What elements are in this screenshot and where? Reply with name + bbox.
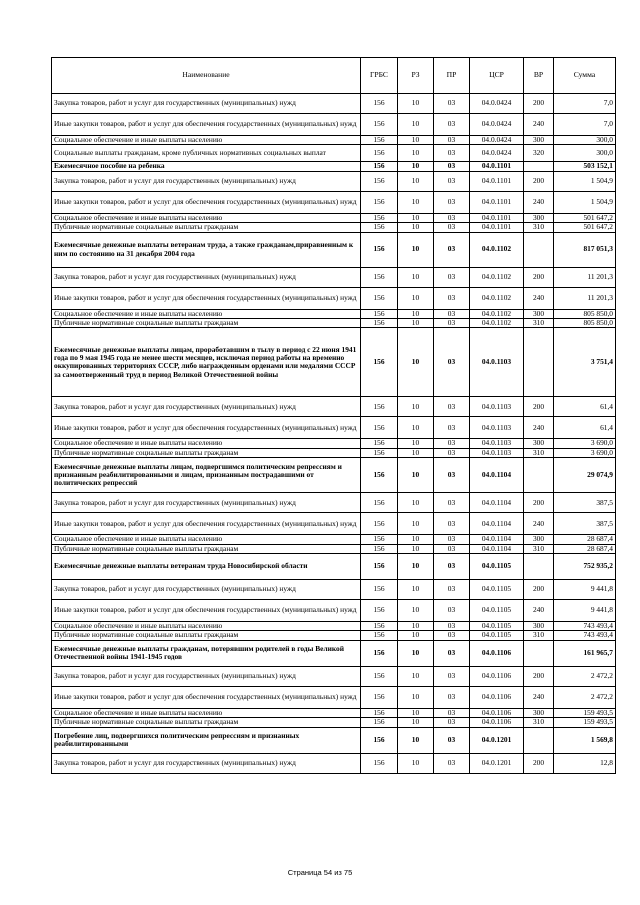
cell-pr: 03 bbox=[434, 287, 470, 309]
cell-name: Закупка товаров, работ и услуг для государственных (муниципальных) нужд bbox=[52, 171, 361, 191]
cell-vr bbox=[524, 328, 554, 397]
cell-sum: 300,0 bbox=[554, 145, 616, 162]
table-row bbox=[52, 328, 616, 397]
table-row bbox=[52, 718, 616, 727]
cell-grbs: 156 bbox=[361, 171, 398, 191]
cell-pr: 03 bbox=[434, 640, 470, 666]
cell-grbs: 156 bbox=[361, 753, 398, 773]
table-row bbox=[52, 171, 616, 191]
cell-rz: 10 bbox=[398, 666, 434, 686]
cell-name: Социальное обеспечение и иные выплаты населению bbox=[52, 213, 361, 222]
cell-csr: 04.0.0424 bbox=[470, 94, 524, 114]
cell-vr: 300 bbox=[524, 708, 554, 717]
cell-rz: 10 bbox=[398, 640, 434, 666]
cell-vr: 240 bbox=[524, 686, 554, 708]
cell-vr: 240 bbox=[524, 191, 554, 213]
cell-grbs: 156 bbox=[361, 513, 398, 535]
cell-sum: 9 441,8 bbox=[554, 600, 616, 622]
header-name: Наименование bbox=[52, 58, 361, 94]
cell-vr: 310 bbox=[524, 631, 554, 640]
cell-rz: 10 bbox=[398, 145, 434, 162]
table-row bbox=[52, 493, 616, 513]
table-row bbox=[52, 136, 616, 145]
cell-rz: 10 bbox=[398, 162, 434, 171]
table-row bbox=[52, 309, 616, 318]
cell-rz: 10 bbox=[398, 223, 434, 232]
cell-sum: 1 569,8 bbox=[554, 727, 616, 753]
cell-rz: 10 bbox=[398, 191, 434, 213]
cell-pr: 03 bbox=[434, 493, 470, 513]
cell-name: Закупка товаров, работ и услуг для государственных (муниципальных) нужд bbox=[52, 397, 361, 417]
cell-csr: 04.0.1105 bbox=[470, 600, 524, 622]
cell-vr: 320 bbox=[524, 145, 554, 162]
cell-rz: 10 bbox=[398, 171, 434, 191]
cell-sum: 11 201,3 bbox=[554, 287, 616, 309]
cell-name: Социальное обеспечение и иные выплаты населению bbox=[52, 535, 361, 544]
cell-grbs: 156 bbox=[361, 162, 398, 171]
cell-vr: 200 bbox=[524, 94, 554, 114]
cell-csr: 04.0.1105 bbox=[470, 622, 524, 631]
cell-sum: 1 504,9 bbox=[554, 171, 616, 191]
cell-csr: 04.0.1102 bbox=[470, 309, 524, 318]
cell-vr: 310 bbox=[524, 448, 554, 457]
table-row bbox=[52, 162, 616, 171]
cell-vr: 300 bbox=[524, 309, 554, 318]
cell-csr: 04.0.0424 bbox=[470, 145, 524, 162]
cell-rz: 10 bbox=[398, 397, 434, 417]
cell-sum: 743 493,4 bbox=[554, 622, 616, 631]
cell-sum: 752 935,2 bbox=[554, 554, 616, 580]
cell-name: Закупка товаров, работ и услуг для государственных (муниципальных) нужд bbox=[52, 753, 361, 773]
table-row bbox=[52, 213, 616, 222]
cell-grbs: 156 bbox=[361, 145, 398, 162]
cell-grbs: 156 bbox=[361, 727, 398, 753]
table-row bbox=[52, 287, 616, 309]
cell-grbs: 156 bbox=[361, 319, 398, 328]
cell-grbs: 156 bbox=[361, 417, 398, 439]
cell-csr: 04.0.1104 bbox=[470, 544, 524, 553]
cell-grbs: 156 bbox=[361, 708, 398, 717]
cell-grbs: 156 bbox=[361, 544, 398, 553]
cell-name: Социальное обеспечение и иные выплаты населению bbox=[52, 136, 361, 145]
table-row bbox=[52, 191, 616, 213]
cell-grbs: 156 bbox=[361, 309, 398, 318]
cell-csr: 04.0.1106 bbox=[470, 686, 524, 708]
table-row bbox=[52, 535, 616, 544]
cell-grbs: 156 bbox=[361, 287, 398, 309]
cell-csr: 04.0.1101 bbox=[470, 213, 524, 222]
cell-grbs: 156 bbox=[361, 631, 398, 640]
cell-vr: 300 bbox=[524, 213, 554, 222]
cell-pr: 03 bbox=[434, 162, 470, 171]
cell-rz: 10 bbox=[398, 727, 434, 753]
table-row bbox=[52, 267, 616, 287]
cell-vr: 200 bbox=[524, 171, 554, 191]
cell-name: Социальное обеспечение и иные выплаты населению bbox=[52, 708, 361, 717]
cell-name: Погребение лиц, подвергшихся политическим репрессиям и признанных реабилитированными bbox=[52, 727, 361, 753]
cell-csr: 04.0.1105 bbox=[470, 631, 524, 640]
cell-pr: 03 bbox=[434, 631, 470, 640]
cell-rz: 10 bbox=[398, 267, 434, 287]
cell-rz: 10 bbox=[398, 309, 434, 318]
cell-rz: 10 bbox=[398, 417, 434, 439]
table-row bbox=[52, 580, 616, 600]
cell-grbs: 156 bbox=[361, 213, 398, 222]
cell-vr bbox=[524, 162, 554, 171]
cell-pr: 03 bbox=[434, 458, 470, 493]
cell-grbs: 156 bbox=[361, 622, 398, 631]
cell-csr: 04.0.1101 bbox=[470, 223, 524, 232]
table-row bbox=[52, 708, 616, 717]
cell-name: Ежемесячные денежные выплаты лицам, подвергшимся политическим репрессиям и признанным реабилитированными и лицам, признанным пострадавшими от политических репрессий bbox=[52, 458, 361, 493]
cell-csr: 04.0.0424 bbox=[470, 136, 524, 145]
cell-pr: 03 bbox=[434, 397, 470, 417]
cell-rz: 10 bbox=[398, 544, 434, 553]
cell-pr: 03 bbox=[434, 439, 470, 448]
cell-pr: 03 bbox=[434, 544, 470, 553]
cell-csr: 04.0.1103 bbox=[470, 448, 524, 457]
header-csr: ЦСР bbox=[470, 58, 524, 94]
cell-rz: 10 bbox=[398, 753, 434, 773]
cell-vr bbox=[524, 458, 554, 493]
cell-name: Ежемесячные денежные выплаты ветеранам труда, а также гражданам,приравненным к ним по состоянию на 31 декабря 2004 года bbox=[52, 232, 361, 267]
header-vr: ВР bbox=[524, 58, 554, 94]
cell-grbs: 156 bbox=[361, 493, 398, 513]
cell-pr: 03 bbox=[434, 319, 470, 328]
cell-sum: 12,8 bbox=[554, 753, 616, 773]
table-header-row bbox=[52, 58, 616, 94]
cell-rz: 10 bbox=[398, 513, 434, 535]
cell-sum: 503 152,1 bbox=[554, 162, 616, 171]
table-row bbox=[52, 727, 616, 753]
cell-csr: 04.0.1103 bbox=[470, 417, 524, 439]
cell-rz: 10 bbox=[398, 708, 434, 717]
cell-csr: 04.0.1106 bbox=[470, 708, 524, 717]
cell-pr: 03 bbox=[434, 753, 470, 773]
cell-csr: 04.0.1102 bbox=[470, 267, 524, 287]
cell-pr: 03 bbox=[434, 223, 470, 232]
cell-pr: 03 bbox=[434, 554, 470, 580]
cell-pr: 03 bbox=[434, 686, 470, 708]
cell-csr: 04.0.1103 bbox=[470, 397, 524, 417]
cell-csr: 04.0.0424 bbox=[470, 114, 524, 136]
cell-name: Публичные нормативные социальные выплаты гражданам bbox=[52, 544, 361, 553]
cell-name: Иные закупки товаров, работ и услуг для обеспечения государственных (муниципальных) нужд bbox=[52, 191, 361, 213]
cell-rz: 10 bbox=[398, 554, 434, 580]
cell-grbs: 156 bbox=[361, 114, 398, 136]
cell-rz: 10 bbox=[398, 448, 434, 457]
cell-csr: 04.0.1103 bbox=[470, 328, 524, 397]
cell-vr: 240 bbox=[524, 600, 554, 622]
cell-name: Социальное обеспечение и иные выплаты населению bbox=[52, 309, 361, 318]
cell-sum: 61,4 bbox=[554, 417, 616, 439]
cell-rz: 10 bbox=[398, 287, 434, 309]
cell-sum: 817 051,3 bbox=[554, 232, 616, 267]
cell-name: Социальные выплаты гражданам, кроме публичных нормативных социальных выплат bbox=[52, 145, 361, 162]
cell-grbs: 156 bbox=[361, 640, 398, 666]
cell-sum: 300,0 bbox=[554, 136, 616, 145]
table-row bbox=[52, 753, 616, 773]
cell-grbs: 156 bbox=[361, 191, 398, 213]
cell-sum: 11 201,3 bbox=[554, 267, 616, 287]
cell-rz: 10 bbox=[398, 600, 434, 622]
cell-name: Иные закупки товаров, работ и услуг для обеспечения государственных (муниципальных) нужд bbox=[52, 417, 361, 439]
cell-vr: 300 bbox=[524, 622, 554, 631]
cell-pr: 03 bbox=[434, 708, 470, 717]
cell-csr: 04.0.1104 bbox=[470, 458, 524, 493]
cell-sum: 29 074,9 bbox=[554, 458, 616, 493]
cell-grbs: 156 bbox=[361, 600, 398, 622]
cell-grbs: 156 bbox=[361, 448, 398, 457]
cell-sum: 743 493,4 bbox=[554, 631, 616, 640]
cell-vr bbox=[524, 727, 554, 753]
cell-rz: 10 bbox=[398, 114, 434, 136]
cell-csr: 04.0.1201 bbox=[470, 727, 524, 753]
cell-pr: 03 bbox=[434, 136, 470, 145]
cell-pr: 03 bbox=[434, 145, 470, 162]
cell-sum: 28 687,4 bbox=[554, 535, 616, 544]
budget-table bbox=[51, 57, 616, 774]
cell-grbs: 156 bbox=[361, 718, 398, 727]
cell-name: Публичные нормативные социальные выплаты гражданам bbox=[52, 319, 361, 328]
cell-name: Публичные нормативные социальные выплаты гражданам bbox=[52, 448, 361, 457]
cell-pr: 03 bbox=[434, 213, 470, 222]
cell-vr: 310 bbox=[524, 319, 554, 328]
table-row bbox=[52, 622, 616, 631]
cell-sum: 501 647,2 bbox=[554, 223, 616, 232]
cell-csr: 04.0.1104 bbox=[470, 513, 524, 535]
cell-rz: 10 bbox=[398, 622, 434, 631]
table-row bbox=[52, 640, 616, 666]
cell-sum: 28 687,4 bbox=[554, 544, 616, 553]
cell-vr: 240 bbox=[524, 513, 554, 535]
cell-rz: 10 bbox=[398, 94, 434, 114]
cell-grbs: 156 bbox=[361, 232, 398, 267]
cell-name: Закупка товаров, работ и услуг для государственных (муниципальных) нужд bbox=[52, 493, 361, 513]
cell-rz: 10 bbox=[398, 232, 434, 267]
cell-csr: 04.0.1104 bbox=[470, 535, 524, 544]
cell-name: Публичные нормативные социальные выплаты гражданам bbox=[52, 631, 361, 640]
cell-pr: 03 bbox=[434, 513, 470, 535]
cell-sum: 1 504,9 bbox=[554, 191, 616, 213]
cell-vr: 310 bbox=[524, 223, 554, 232]
cell-sum: 159 493,5 bbox=[554, 718, 616, 727]
cell-vr: 200 bbox=[524, 580, 554, 600]
cell-grbs: 156 bbox=[361, 267, 398, 287]
cell-vr: 200 bbox=[524, 493, 554, 513]
cell-rz: 10 bbox=[398, 535, 434, 544]
header-pr: ПР bbox=[434, 58, 470, 94]
table-row bbox=[52, 397, 616, 417]
table-row bbox=[52, 686, 616, 708]
cell-pr: 03 bbox=[434, 535, 470, 544]
cell-name: Публичные нормативные социальные выплаты гражданам bbox=[52, 718, 361, 727]
cell-grbs: 156 bbox=[361, 580, 398, 600]
cell-pr: 03 bbox=[434, 171, 470, 191]
cell-pr: 03 bbox=[434, 622, 470, 631]
table-row bbox=[52, 145, 616, 162]
cell-csr: 04.0.1105 bbox=[470, 554, 524, 580]
table-body bbox=[52, 94, 616, 774]
cell-pr: 03 bbox=[434, 232, 470, 267]
cell-grbs: 156 bbox=[361, 458, 398, 493]
cell-grbs: 156 bbox=[361, 223, 398, 232]
cell-pr: 03 bbox=[434, 417, 470, 439]
cell-vr bbox=[524, 640, 554, 666]
cell-name: Иные закупки товаров, работ и услуг для обеспечения государственных (муниципальных) нужд bbox=[52, 513, 361, 535]
cell-grbs: 156 bbox=[361, 328, 398, 397]
cell-sum: 387,5 bbox=[554, 513, 616, 535]
cell-rz: 10 bbox=[398, 439, 434, 448]
cell-sum: 3 751,4 bbox=[554, 328, 616, 397]
cell-name: Ежемесячные денежные выплаты гражданам, потерявшим родителей в годы Великой Отечественной войны 1941-1945 годов bbox=[52, 640, 361, 666]
cell-grbs: 156 bbox=[361, 439, 398, 448]
cell-vr: 300 bbox=[524, 535, 554, 544]
cell-vr: 240 bbox=[524, 287, 554, 309]
cell-sum: 161 965,7 bbox=[554, 640, 616, 666]
cell-sum: 805 850,0 bbox=[554, 309, 616, 318]
cell-grbs: 156 bbox=[361, 535, 398, 544]
cell-vr: 200 bbox=[524, 666, 554, 686]
cell-rz: 10 bbox=[398, 493, 434, 513]
cell-sum: 501 647,2 bbox=[554, 213, 616, 222]
cell-name: Ежемесячное пособие на ребенка bbox=[52, 162, 361, 171]
cell-pr: 03 bbox=[434, 94, 470, 114]
cell-pr: 03 bbox=[434, 600, 470, 622]
cell-name: Иные закупки товаров, работ и услуг для обеспечения государственных (муниципальных) нужд bbox=[52, 114, 361, 136]
cell-rz: 10 bbox=[398, 458, 434, 493]
cell-pr: 03 bbox=[434, 666, 470, 686]
cell-vr: 300 bbox=[524, 439, 554, 448]
cell-grbs: 156 bbox=[361, 554, 398, 580]
cell-sum: 3 690,0 bbox=[554, 439, 616, 448]
cell-pr: 03 bbox=[434, 309, 470, 318]
cell-name: Закупка товаров, работ и услуг для государственных (муниципальных) нужд bbox=[52, 580, 361, 600]
cell-pr: 03 bbox=[434, 448, 470, 457]
cell-vr: 300 bbox=[524, 136, 554, 145]
cell-pr: 03 bbox=[434, 328, 470, 397]
header-sum: Сумма bbox=[554, 58, 616, 94]
cell-vr: 240 bbox=[524, 114, 554, 136]
table-row bbox=[52, 448, 616, 457]
cell-name: Иные закупки товаров, работ и услуг для обеспечения государственных (муниципальных) нужд bbox=[52, 686, 361, 708]
cell-sum: 3 690,0 bbox=[554, 448, 616, 457]
cell-rz: 10 bbox=[398, 580, 434, 600]
cell-csr: 04.0.1106 bbox=[470, 666, 524, 686]
cell-sum: 159 493,5 bbox=[554, 708, 616, 717]
cell-sum: 805 850,0 bbox=[554, 319, 616, 328]
cell-rz: 10 bbox=[398, 718, 434, 727]
cell-rz: 10 bbox=[398, 631, 434, 640]
cell-vr bbox=[524, 232, 554, 267]
cell-vr: 310 bbox=[524, 718, 554, 727]
table-row bbox=[52, 319, 616, 328]
cell-pr: 03 bbox=[434, 718, 470, 727]
cell-grbs: 156 bbox=[361, 666, 398, 686]
table-row bbox=[52, 439, 616, 448]
table-row bbox=[52, 223, 616, 232]
table-row bbox=[52, 94, 616, 114]
page-number: Страница 54 из 75 bbox=[287, 868, 353, 877]
cell-csr: 04.0.1105 bbox=[470, 580, 524, 600]
cell-csr: 04.0.1103 bbox=[470, 439, 524, 448]
cell-csr: 04.0.1106 bbox=[470, 640, 524, 666]
cell-vr bbox=[524, 554, 554, 580]
cell-grbs: 156 bbox=[361, 397, 398, 417]
cell-csr: 04.0.1101 bbox=[470, 162, 524, 171]
header-grbs: ГРБС bbox=[361, 58, 398, 94]
cell-rz: 10 bbox=[398, 213, 434, 222]
cell-csr: 04.0.1104 bbox=[470, 493, 524, 513]
cell-name: Ежемесячные денежные выплаты ветеранам труда Новосибирской области bbox=[52, 554, 361, 580]
table-row bbox=[52, 114, 616, 136]
cell-csr: 04.0.1102 bbox=[470, 287, 524, 309]
cell-csr: 04.0.1201 bbox=[470, 753, 524, 773]
cell-pr: 03 bbox=[434, 191, 470, 213]
cell-csr: 04.0.1102 bbox=[470, 232, 524, 267]
table-row bbox=[52, 554, 616, 580]
header-rz: РЗ bbox=[398, 58, 434, 94]
cell-rz: 10 bbox=[398, 136, 434, 145]
cell-vr: 310 bbox=[524, 544, 554, 553]
cell-sum: 61,4 bbox=[554, 397, 616, 417]
cell-pr: 03 bbox=[434, 580, 470, 600]
table-row bbox=[52, 631, 616, 640]
cell-vr: 200 bbox=[524, 267, 554, 287]
cell-sum: 387,5 bbox=[554, 493, 616, 513]
table-row bbox=[52, 544, 616, 553]
cell-rz: 10 bbox=[398, 319, 434, 328]
cell-sum: 2 472,2 bbox=[554, 666, 616, 686]
cell-sum: 2 472,2 bbox=[554, 686, 616, 708]
cell-pr: 03 bbox=[434, 727, 470, 753]
cell-name: Публичные нормативные социальные выплаты гражданам bbox=[52, 223, 361, 232]
cell-grbs: 156 bbox=[361, 686, 398, 708]
cell-rz: 10 bbox=[398, 686, 434, 708]
cell-vr: 200 bbox=[524, 753, 554, 773]
cell-name: Иные закупки товаров, работ и услуг для обеспечения государственных (муниципальных) нужд bbox=[52, 600, 361, 622]
cell-sum: 7,0 bbox=[554, 94, 616, 114]
cell-name: Иные закупки товаров, работ и услуг для обеспечения государственных (муниципальных) нужд bbox=[52, 287, 361, 309]
cell-name: Закупка товаров, работ и услуг для государственных (муниципальных) нужд bbox=[52, 666, 361, 686]
cell-csr: 04.0.1101 bbox=[470, 171, 524, 191]
cell-vr: 240 bbox=[524, 417, 554, 439]
table-row bbox=[52, 458, 616, 493]
table-row bbox=[52, 232, 616, 267]
cell-pr: 03 bbox=[434, 114, 470, 136]
cell-csr: 04.0.1102 bbox=[470, 319, 524, 328]
cell-grbs: 156 bbox=[361, 94, 398, 114]
table-row bbox=[52, 417, 616, 439]
cell-grbs: 156 bbox=[361, 136, 398, 145]
cell-name: Ежемесячные денежные выплаты лицам, проработавшим в тылу в период с 22 июня 1941 года по 9 мая 1945 года не менее шести месяцев, исключая период работы на временно оккупированных территориях СССР, либо награжденным орденами или медалями СССР за самоотверженный труд в период Великой Отечественной войны bbox=[52, 328, 361, 397]
cell-pr: 03 bbox=[434, 267, 470, 287]
cell-sum: 9 441,8 bbox=[554, 580, 616, 600]
cell-vr: 200 bbox=[524, 397, 554, 417]
table-row bbox=[52, 666, 616, 686]
cell-name: Социальное обеспечение и иные выплаты населению bbox=[52, 622, 361, 631]
cell-sum: 7,0 bbox=[554, 114, 616, 136]
cell-rz: 10 bbox=[398, 328, 434, 397]
cell-name: Социальное обеспечение и иные выплаты населению bbox=[52, 439, 361, 448]
cell-name: Закупка товаров, работ и услуг для государственных (муниципальных) нужд bbox=[52, 267, 361, 287]
table-row bbox=[52, 513, 616, 535]
cell-name: Закупка товаров, работ и услуг для государственных (муниципальных) нужд bbox=[52, 94, 361, 114]
cell-csr: 04.0.1101 bbox=[470, 191, 524, 213]
table-row bbox=[52, 600, 616, 622]
cell-csr: 04.0.1106 bbox=[470, 718, 524, 727]
